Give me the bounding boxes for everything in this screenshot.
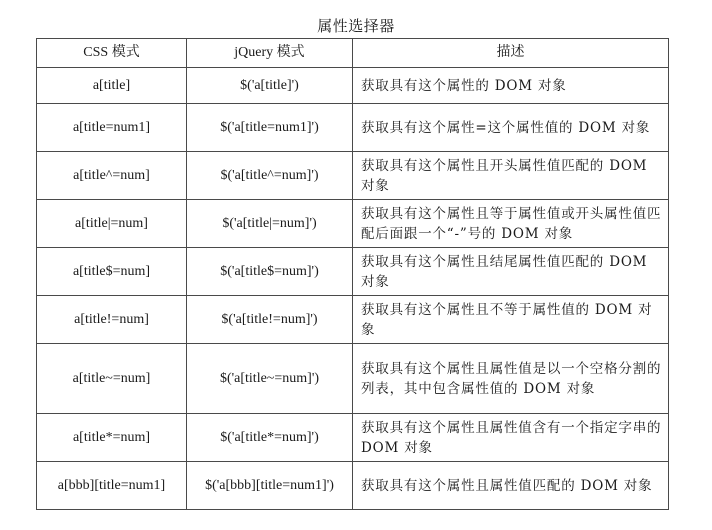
description-cell: 获取具有这个属性且不等于属性值的 DOM 对象 — [353, 296, 669, 344]
header-description: 描述 — [353, 39, 669, 68]
description-cell: 获取具有这个属性且属性值是以一个空格分割的列表，其中包含属性值的 DOM 对象 — [353, 344, 669, 414]
table-row — [37, 104, 669, 152]
header-jquery-mode: jQuery 模式 — [187, 39, 353, 68]
jquery-selector-cell: $('a[bbb][title=num1]') — [187, 462, 353, 510]
table-row — [37, 152, 669, 200]
css-selector-cell: a[title] — [37, 68, 187, 104]
jquery-selector-cell: $('a[title]') — [187, 68, 353, 104]
table-row — [37, 462, 669, 510]
description-cell: 获取具有这个属性的 DOM 对象 — [353, 68, 669, 104]
table-row — [37, 200, 669, 248]
table-row — [37, 68, 669, 104]
jquery-selector-cell: $('a[title!=num]') — [187, 296, 353, 344]
css-selector-cell: a[title$=num] — [37, 248, 187, 296]
table-row — [37, 296, 669, 344]
attribute-selector-table — [36, 38, 669, 510]
css-selector-cell: a[bbb][title=num1] — [37, 462, 187, 510]
css-selector-cell: a[title*=num] — [37, 414, 187, 462]
jquery-selector-cell: $('a[title$=num]') — [187, 248, 353, 296]
table-row — [37, 344, 669, 414]
description-cell: 获取具有这个属性且开头属性值匹配的 DOM 对象 — [353, 152, 669, 200]
description-cell: 获取具有这个属性=这个属性值的 DOM 对象 — [353, 104, 669, 152]
description-cell: 获取具有这个属性且属性值含有一个指定字串的 DOM 对象 — [353, 414, 669, 462]
jquery-selector-cell: $('a[title~=num]') — [187, 344, 353, 414]
jquery-selector-cell: $('a[title|=num]') — [187, 200, 353, 248]
jquery-selector-cell: $('a[title=num1]') — [187, 104, 353, 152]
header-css-mode: CSS 模式 — [37, 39, 187, 68]
table-header-row — [37, 39, 669, 68]
table-row — [37, 248, 669, 296]
table-row — [37, 414, 669, 462]
description-cell: 获取具有这个属性且属性值匹配的 DOM 对象 — [353, 462, 669, 510]
css-selector-cell: a[title|=num] — [37, 200, 187, 248]
description-cell: 获取具有这个属性且结尾属性值匹配的 DOM 对象 — [353, 248, 669, 296]
table-caption: 属性选择器 — [317, 17, 395, 35]
jquery-selector-cell: $('a[title*=num]') — [187, 414, 353, 462]
css-selector-cell: a[title=num1] — [37, 104, 187, 152]
css-selector-cell: a[title!=num] — [37, 296, 187, 344]
css-selector-cell: a[title^=num] — [37, 152, 187, 200]
css-selector-cell: a[title~=num] — [37, 344, 187, 414]
jquery-selector-cell: $('a[title^=num]') — [187, 152, 353, 200]
description-cell: 获取具有这个属性且等于属性值或开头属性值匹配后面跟一个“-”号的 DOM 对象 — [353, 200, 669, 248]
